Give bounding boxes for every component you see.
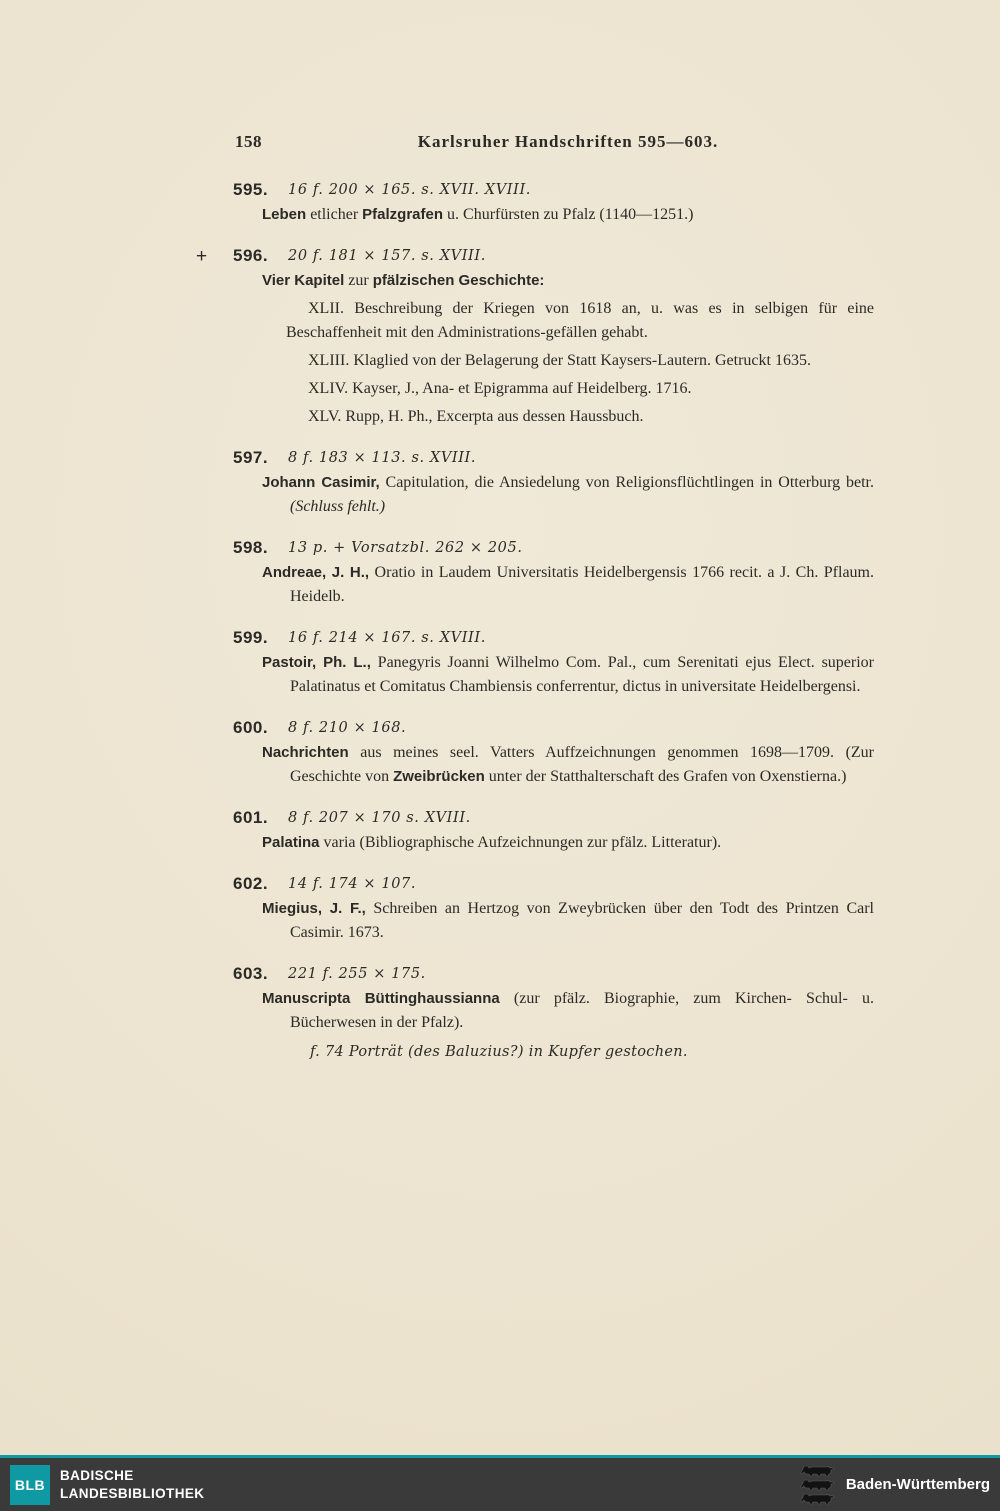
entries — [196, 180, 875, 1064]
text-run: XLII. Beschreibung der Kriegen von 1618 an, u. was es in selbigen für eine Beschaffenheit mit den Administrations-gefällen gehabt. — [286, 300, 874, 341]
catalog-entry — [233, 808, 874, 855]
entry-collation: 20 f. 181 × 157. s. XVIII. — [288, 248, 486, 264]
text-run: Zweibrücken — [393, 768, 485, 785]
entry-number: 595. — [233, 180, 269, 199]
text-run: (Schluss fehlt.) — [290, 498, 386, 515]
text-run: XLIV. Kayser, J., Ana- et Epigramma auf Heidelberg. 1716. — [308, 380, 692, 397]
text-run: Leben — [262, 206, 307, 223]
entry-paragraph — [262, 987, 874, 1035]
entry-paragraph — [286, 297, 874, 345]
text-run: Manuscripta Büttinghaussianna — [262, 990, 500, 1007]
entry-number: 600. — [233, 718, 269, 737]
entry-collation: 221 f. 255 × 175. — [288, 966, 426, 982]
text-run: zur — [344, 272, 373, 289]
entry-number: 597. — [233, 448, 269, 467]
text-run: Andreae, J. H., — [262, 564, 370, 581]
text-run: Palatina — [262, 834, 320, 851]
catalog-entry — [196, 246, 874, 429]
entry-paragraph — [262, 741, 874, 789]
entry-paragraph — [286, 349, 874, 373]
library-name — [60, 1467, 204, 1502]
entry-number: 601. — [233, 808, 269, 827]
entry-paragraph — [262, 831, 874, 855]
footer-library-branding — [10, 1465, 204, 1505]
text-run: varia (Bibliographische Aufzeichnungen zur pfälz. Litteratur). — [319, 834, 722, 851]
margin-plus-mark: + — [196, 246, 208, 267]
entry-paragraph — [310, 1040, 874, 1064]
catalog-entry — [233, 538, 875, 609]
text-run: Schreiben an Hertzog von Zweybrücken über den Todt des Printzen Carl Casimir. 1673. — [290, 900, 875, 941]
entry-paragraph — [262, 203, 874, 227]
catalog-entry — [233, 180, 874, 227]
text-block — [196, 132, 875, 1085]
library-name-line2: LANDESBIBLIOTHEK — [60, 1485, 205, 1501]
entry-number: 596. — [233, 246, 269, 265]
entry-collation: 13 p. + Vorsatzbl. 262 × 205. — [288, 540, 523, 556]
text-run: f. 74 Porträt (des Baluzius?) in Kupfer gestochen. — [310, 1044, 688, 1060]
entry-collation: 14 f. 174 × 107. — [288, 876, 417, 892]
text-run: etlicher — [306, 206, 363, 223]
page-header — [235, 132, 874, 152]
text-run: Oratio in Laudem Universitatis Heidelbergensis 1766 recit. a J. Ch. Pflaum. Heidelb. — [290, 564, 875, 605]
text-run: Pfalzgrafen — [362, 206, 444, 223]
running-title: Karlsruher Handschriften 595—603. — [417, 132, 719, 151]
text-run: aus meines seel. Vatters Auffzeichnungen genommen 1698—1709. (Zur Geschichte von — [290, 744, 874, 785]
footer-bar — [0, 1455, 1000, 1511]
catalog-entry — [233, 964, 874, 1064]
entry-paragraph — [286, 377, 874, 401]
library-name-line1: BADISCHE — [60, 1467, 134, 1483]
entry-collation: 16 f. 214 × 167. s. XVIII. — [288, 630, 486, 646]
entry-paragraph — [262, 471, 874, 519]
entry-collation: 8 f. 207 × 170 s. XVIII. — [288, 810, 471, 826]
entry-collation: 8 f. 210 × 168. — [288, 720, 407, 736]
text-run: Nachrichten — [262, 744, 349, 761]
entry-collation: 8 f. 183 × 113. s. XVIII. — [288, 450, 477, 466]
entry-paragraph — [262, 561, 874, 609]
entry-collation: 16 f. 200 × 165. s. XVII. XVIII. — [288, 182, 531, 198]
text-run: Miegius, J. F., — [262, 900, 366, 917]
text-run: Capitulation, die Ansiedelung von Religionsflüchtlingen in Otterburg betr. — [379, 474, 874, 491]
entry-number: 603. — [233, 964, 269, 983]
catalog-entry — [233, 628, 875, 699]
blb-logo: BLB — [10, 1465, 50, 1505]
text-run: (zur pfälz. Biographie, zum Kirchen- Schul- u. Bücherwesen in der Pfalz). — [290, 990, 874, 1031]
text-run: unter der Statthalterschaft des Grafen von Oxenstierna.) — [484, 768, 847, 785]
baden-wuerttemberg-lions-icon — [796, 1464, 838, 1506]
text-run: Johann Casimir, — [262, 474, 380, 491]
entry-paragraph — [286, 405, 874, 429]
catalog-entry — [233, 448, 874, 519]
state-name: Baden-Württemberg — [845, 1476, 990, 1493]
catalog-entry — [233, 874, 875, 945]
text-run: XLV. Rupp, H. Ph., Excerpta aus dessen Haussbuch. — [308, 408, 644, 425]
entry-number: 602. — [233, 874, 269, 893]
entry-number: 598. — [233, 538, 269, 557]
entry-paragraph — [262, 897, 874, 945]
text-run: XLIII. Klaglied von der Belagerung der Statt Kaysers-Lautern. Getruckt 1635. — [308, 352, 811, 369]
catalog-entry — [233, 718, 874, 789]
text-run: pfälzischen Geschichte: — [372, 272, 545, 289]
entry-paragraph — [262, 651, 874, 699]
footer-state-branding — [796, 1464, 990, 1506]
text-run: Pastoir, Ph. L., — [262, 654, 371, 671]
text-run: u. Churfürsten zu Pfalz (1140—1251.) — [443, 206, 694, 223]
entry-number: 599. — [233, 628, 269, 647]
text-run: Vier Kapitel — [262, 272, 345, 289]
text-run: Panegyris Joanni Wilhelmo Com. Pal., cum Serenitati ejus Elect. superior Palatinatus et Comitatus Chambiensis conferrentur, dictus in universitate Heidelbergensi. — [290, 654, 875, 695]
entry-paragraph — [262, 269, 874, 293]
page-number: 158 — [235, 132, 262, 151]
